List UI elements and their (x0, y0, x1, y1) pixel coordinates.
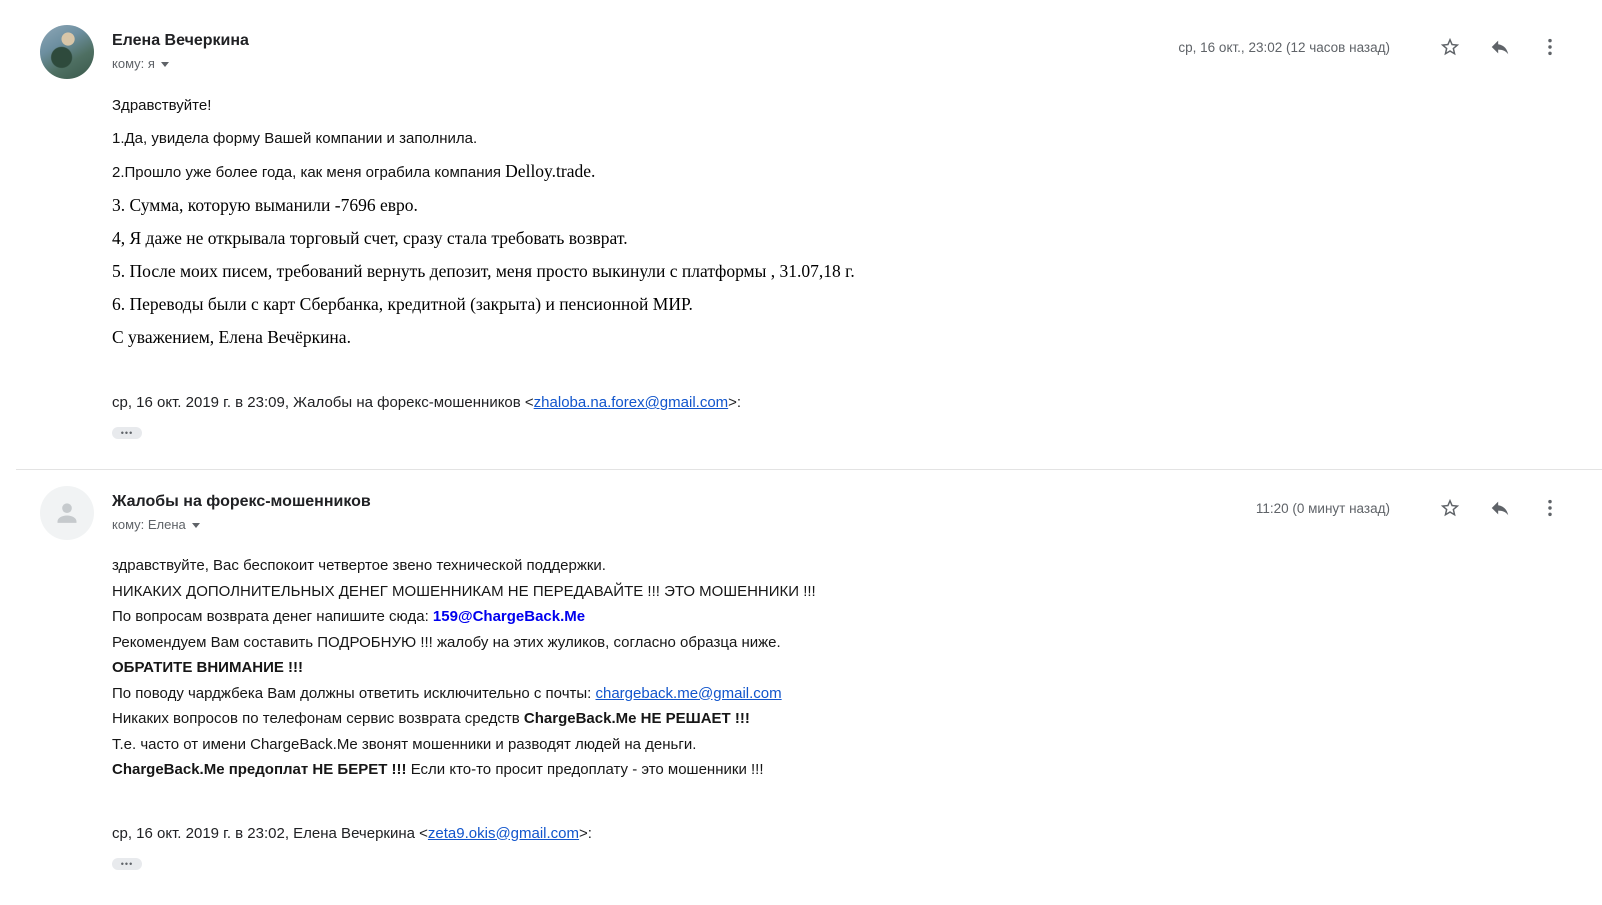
more-options-button[interactable] (1538, 496, 1562, 520)
gmail-address-link[interactable]: chargeback.me@gmail.com (595, 684, 782, 702)
email-1-header (40, 25, 1562, 79)
body-text: Если кто-то просит предоплату - это мошенники !!! (406, 761, 764, 778)
sender-name: Жалобы на форекс-мошенников (112, 493, 371, 510)
star-button[interactable] (1438, 496, 1462, 520)
more-vertical-icon (1539, 36, 1561, 58)
email-2-body (112, 553, 1562, 870)
body-line: 3. Сумма, которую выманили -7696 евро. (112, 195, 418, 215)
chevron-down-icon (192, 523, 200, 528)
email-2-header-main (112, 486, 1256, 534)
body-line (112, 604, 1562, 630)
body-line: Т.е. часто от имени ChargeBack.Me звонят мошенники и разводят людей на деньги. (112, 735, 697, 753)
email-message-2 (0, 470, 1602, 870)
more-options-button[interactable] (1538, 35, 1562, 59)
email-2-header (40, 486, 1562, 540)
reply-button[interactable] (1488, 496, 1512, 520)
body-line: ОБРАТИТЕ ВНИМАНИЕ !!! (112, 659, 304, 676)
more-vertical-icon (1539, 497, 1561, 519)
sender-avatar-photo[interactable] (40, 25, 94, 79)
email-address-link[interactable]: zeta9.okis@gmail.com (427, 824, 580, 842)
body-line (112, 706, 1562, 732)
sender-name: Елена Вечеркина (112, 32, 249, 49)
email-message-1 (0, 0, 1602, 439)
body-line (112, 681, 1562, 707)
email-address-link[interactable]: zhaloba.na.forex@gmail.com (533, 394, 729, 411)
body-line: 4, Я даже не открывала торговый счет, сразу стала требовать возврат. (112, 228, 628, 248)
recipient-details-dropdown[interactable] (112, 517, 200, 532)
recipient-label: кому: я (112, 56, 155, 71)
body-line: НИКАКИХ ДОПОЛНИТЕЛЬНЫХ ДЕНЕГ МОШЕННИКАМ НЕ ПЕРЕДАВАЙТЕ !!! ЭТО МОШЕННИКИ !!! (112, 582, 816, 600)
body-text: Никаких вопросов по телефонам сервис возврата средств (112, 710, 524, 727)
person-icon (50, 496, 84, 530)
body-text-bold: ChargeBack.Me предоплат НЕ БЕРЕТ !!! (112, 761, 407, 778)
show-trimmed-content-button[interactable]: ••• (112, 858, 142, 870)
reply-button[interactable] (1488, 35, 1512, 59)
sender-avatar-placeholder[interactable] (40, 486, 94, 540)
company-name-text: Delloy.trade. (505, 161, 596, 181)
star-icon (1439, 36, 1461, 58)
body-line: Здравствуйте! (112, 97, 212, 114)
show-trimmed-content-button[interactable]: ••• (112, 427, 142, 439)
quote-text: ср, 16 окт. 2019 г. в 23:09, Жалобы на форекс-мошенников < (112, 394, 534, 411)
email-1-header-actions (1178, 25, 1562, 59)
body-text: 2.Прошло уже более года, как меня ограбила компания (112, 164, 506, 181)
star-icon (1439, 497, 1461, 519)
body-line (112, 161, 1562, 183)
star-button[interactable] (1438, 35, 1462, 59)
body-line: 1.Да, увидела форму Вашей компании и заполнила. (112, 130, 478, 147)
signature-line: С уважением, Елена Вечёркина. (112, 327, 351, 347)
quoted-message-attribution (112, 394, 1562, 411)
body-line: 5. После моих писем, требований вернуть депозит, меня просто выкинули с платформы , 31.07,18 г. (112, 261, 855, 281)
email-1-body (112, 95, 1562, 439)
body-line: 6. Переводы были с карт Сбербанка, кредитной (закрыта) и пенсионной МИР. (112, 294, 693, 314)
recipient-details-dropdown[interactable] (112, 56, 169, 71)
body-line (112, 757, 1562, 783)
quoted-message-attribution (112, 825, 1562, 842)
body-text: По вопросам возврата денег напишите сюда: (112, 608, 433, 625)
email-1-header-main (112, 25, 1178, 73)
body-line: здравствуйте, Вас беспокоит четвертое звено технической поддержки. (112, 557, 606, 574)
reply-icon (1489, 497, 1511, 519)
recipient-label: кому: Елена (112, 517, 186, 532)
chargeback-email-link[interactable]: 159@ChargeBack.Me (432, 608, 586, 625)
quote-text: >: (728, 394, 742, 411)
body-line: Рекомендуем Вам составить ПОДРОБНУЮ !!! жалобу на этих жуликов, согласно образца ниже. (112, 633, 781, 651)
quote-text: ср, 16 окт. 2019 г. в 23:02, Елена Вечеркина < (112, 824, 428, 842)
chevron-down-icon (161, 62, 169, 67)
email-2-header-actions (1256, 486, 1562, 520)
email-date: ср, 16 окт., 23:02 (12 часов назад) (1178, 39, 1390, 55)
body-text-bold: ChargeBack.Me НЕ РЕШАЕТ !!! (523, 710, 750, 727)
body-text: По поводу чарджбека Вам должны ответить исключительно с почты: (112, 684, 596, 702)
quote-text: >: (579, 824, 592, 842)
reply-icon (1489, 36, 1511, 58)
email-date: 11:20 (0 минут назад) (1255, 500, 1390, 516)
